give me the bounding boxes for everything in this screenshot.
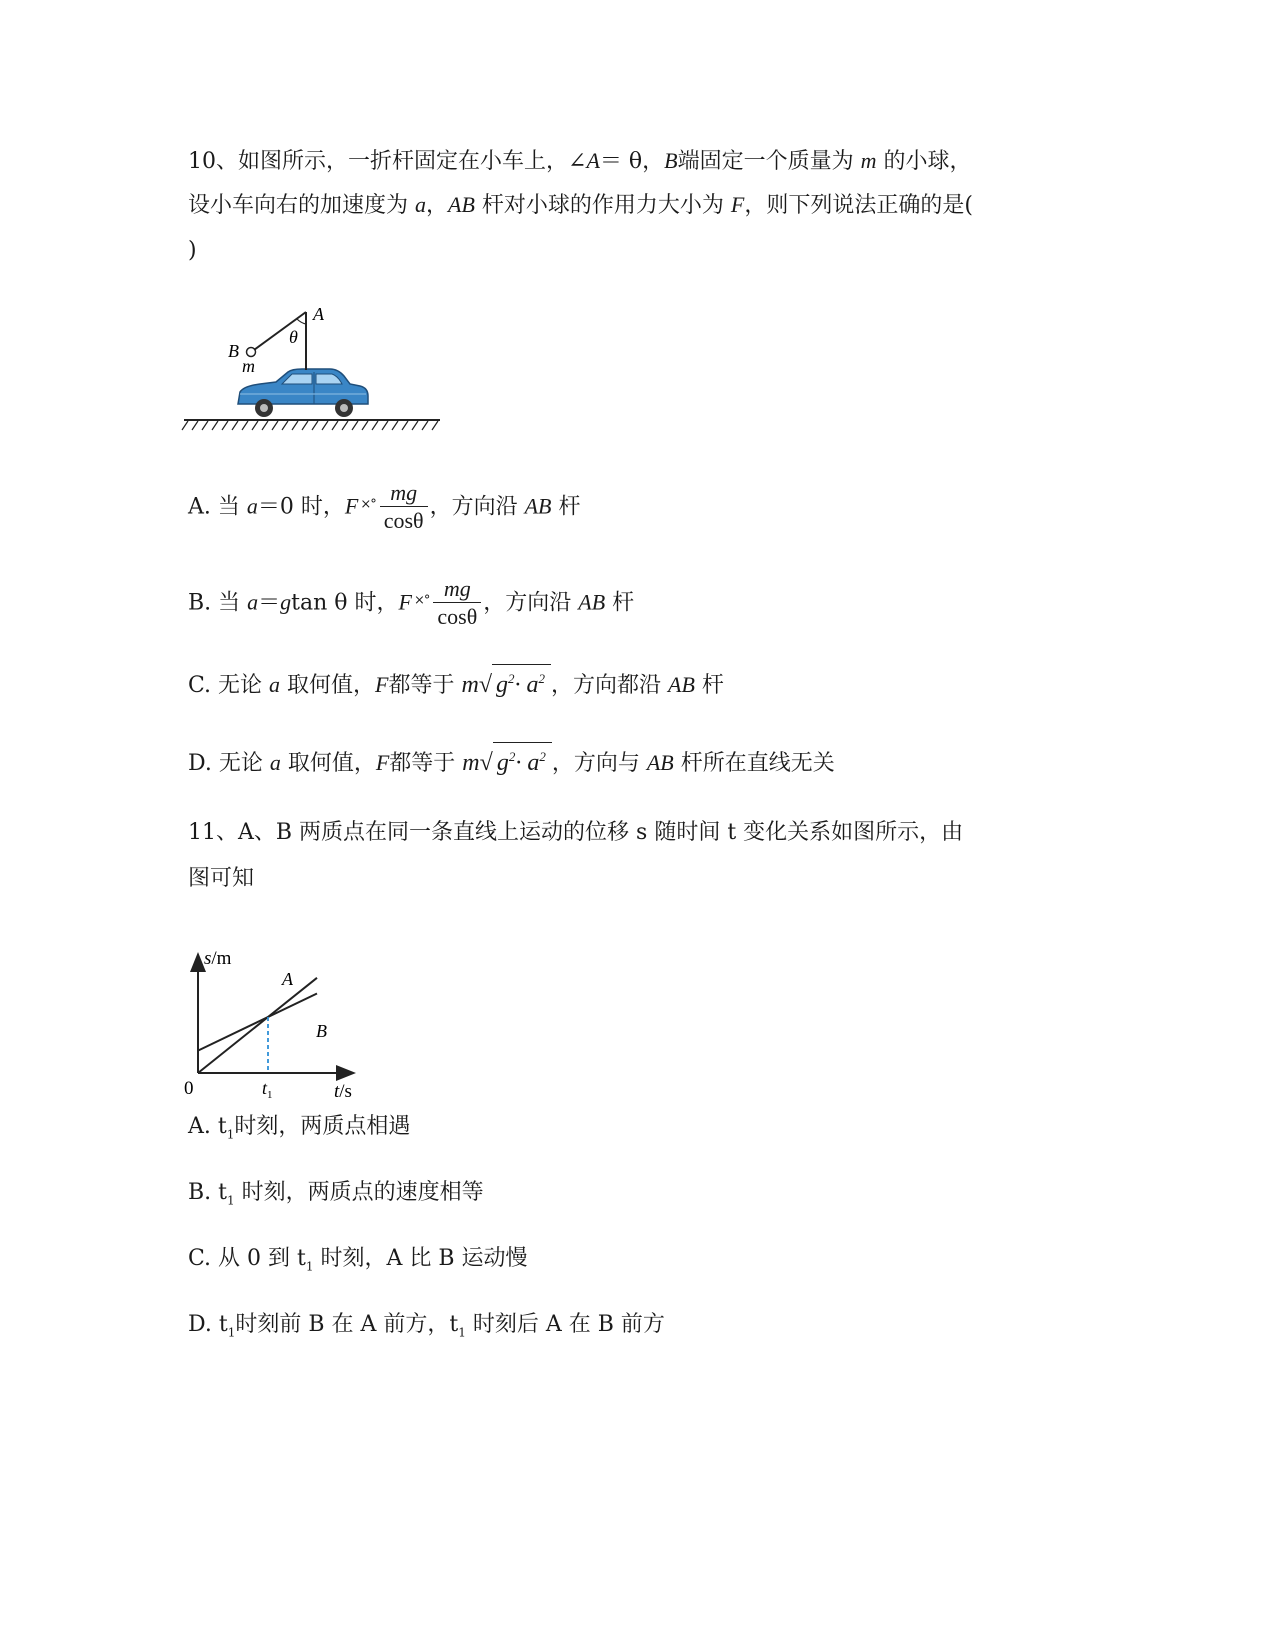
option-text: 取何值， (280, 751, 376, 776)
option-var: AB (524, 493, 552, 519)
option-sub: 1 (227, 1193, 235, 1208)
q11-stem-line2: 图可知 (188, 866, 255, 891)
option-text: 杆 (605, 590, 635, 616)
q10-end-var: B (664, 148, 678, 173)
option-text: ，方向与 (551, 751, 647, 776)
q10-option-a (188, 480, 581, 535)
radicand: $g^2\cdot a^2$ (492, 664, 551, 699)
q10-stem-text: 端固定一个质量为 (677, 149, 861, 174)
option-text: D. t (188, 1312, 228, 1337)
origin-label: 0 (184, 1078, 194, 1099)
q11-stem-line1: 11、A、B 两质点在同一条直线上运动的位移 s 随时间 t 变化关系如图所示，由 (188, 820, 964, 845)
radicand-op: · (514, 672, 521, 698)
option-text: C. 无论 (188, 673, 270, 698)
q10-mass-var: m (860, 148, 877, 173)
x-axis-label (334, 1081, 352, 1100)
option-var: AB (668, 672, 695, 697)
q11-option-c (188, 1244, 528, 1281)
option-text: A. t (188, 1114, 227, 1139)
radicand-g: g (496, 672, 508, 698)
y-axis-label (204, 950, 232, 969)
option-text: D. 无论 (188, 751, 270, 776)
label-b: B (228, 341, 239, 361)
radicand-g: g (496, 750, 509, 776)
sqrt-expression: m√ $g^2\cdot a^2$ (461, 672, 551, 698)
fraction (380, 480, 428, 535)
t1-tick-var: t (262, 1078, 268, 1098)
q10-stem-line2 (188, 190, 973, 221)
option-text: 都等于 (388, 673, 462, 698)
option-text: 时刻，两质点相遇 (234, 1114, 411, 1139)
q10-stem-text: ，则下列说法正确的是( (744, 193, 973, 218)
option-var: F (344, 493, 359, 519)
option-text: A. 当 (188, 494, 247, 520)
rod-ab (254, 312, 306, 350)
sqrt-coef: m (462, 750, 480, 776)
option-var: F (398, 589, 412, 615)
q10-stem-text: 的小球， (876, 149, 972, 174)
label-m: m (242, 356, 255, 376)
q10-stem-text: ， (426, 193, 449, 218)
q10-stem-line1 (188, 146, 971, 177)
option-text: ，方向沿 (429, 494, 525, 520)
relation-glyph: ×° (360, 496, 376, 512)
sqrt-coef: m (461, 672, 479, 698)
option-sub: 1 (226, 1127, 235, 1142)
car-icon (238, 369, 368, 417)
option-var: a (247, 589, 259, 615)
option-text: 杆所在直线无关 (673, 751, 835, 776)
option-sub: 1 (305, 1259, 314, 1274)
option-text: 杆 (694, 673, 724, 698)
option-var: AB (578, 589, 606, 615)
fraction-denominator: cosθ (437, 604, 478, 629)
option-text: B. 当 (188, 590, 248, 616)
option-text: 都等于 (389, 751, 463, 776)
q10-stem-text: 10、如图所示，一折杆固定在小车上，∠ (188, 149, 587, 174)
q11-chart (180, 950, 380, 1100)
series-a-line (198, 978, 317, 1073)
ground-hatch (182, 421, 438, 430)
label-theta: θ (289, 327, 298, 347)
x-axis-unit: /s (339, 1081, 352, 1100)
option-sub: 1 (227, 1325, 236, 1340)
option-text: 时刻，两质点的速度相等 (234, 1180, 484, 1205)
y-axis-var: s (204, 950, 212, 969)
option-text: 时刻后 A 在 B 前方 (465, 1312, 665, 1337)
q10-option-c (188, 664, 724, 701)
option-text: ，方向都沿 (551, 673, 668, 698)
option-text: tan θ 时， (291, 590, 399, 616)
option-var: a (269, 672, 281, 697)
q10-figure (180, 300, 460, 440)
sqrt-expression: m√ $g^2\cdot a^2$ (462, 750, 552, 776)
option-text: C. 从 0 到 t (188, 1246, 306, 1271)
option-text: 取何值， (280, 673, 376, 698)
q11-option-b (188, 1178, 484, 1215)
option-text: B. t (188, 1180, 227, 1205)
q10-stem-text: 设小车向右的加速度为 (188, 193, 415, 218)
radicand-a: a (527, 750, 540, 776)
q10-stem-text: 杆对小球的作用力大小为 (474, 193, 731, 218)
option-text: ，方向沿 (483, 590, 579, 616)
fraction (433, 576, 481, 631)
t1-tick-sub: 1 (267, 1089, 273, 1100)
relation-glyph: ×° (413, 592, 430, 608)
label-a: A (313, 304, 324, 324)
option-var: a (269, 750, 281, 775)
fraction-numerator: mg (380, 480, 428, 507)
option-text: 时刻，A 比 B 运动慢 (313, 1246, 528, 1271)
q10-stem-line3: ) (188, 238, 197, 263)
q10-force-var: F (730, 192, 745, 217)
option-text: ＝ (258, 590, 281, 616)
t1-tick-label (262, 1078, 273, 1100)
option-var: g (280, 589, 292, 615)
option-text: ＝0 时， (257, 494, 345, 520)
q10-option-d (188, 742, 835, 779)
option-var: AB (646, 750, 674, 775)
q10-accel-var: a (415, 192, 426, 217)
series-a-label: A (282, 969, 293, 989)
radicand: $g^2\cdot a^2$ (493, 742, 552, 777)
q11-option-d (188, 1310, 665, 1347)
q10-angle-var: A (586, 148, 600, 173)
series-b-label: B (316, 1021, 327, 1041)
option-var: F (375, 672, 389, 697)
q11-option-a (188, 1112, 410, 1149)
option-sub: 1 (458, 1325, 466, 1340)
y-axis-unit: /m (211, 950, 232, 969)
x-axis-var: t (334, 1081, 340, 1100)
option-text: 时刻前 B 在 A 前方，t (235, 1312, 459, 1337)
radicand-a: a (526, 672, 539, 698)
series-b-line (198, 993, 317, 1050)
option-var: F (375, 750, 390, 775)
fraction-denominator: cosθ (383, 508, 424, 533)
q10-stem-text: ＝ θ， (599, 149, 665, 174)
option-text: 杆 (551, 494, 581, 520)
radicand-op: · (515, 750, 522, 776)
option-var: a (246, 493, 258, 519)
q10-option-b (188, 576, 634, 631)
q10-rod-var: AB (448, 192, 475, 217)
angle-arc (297, 319, 306, 324)
fraction-numerator: mg (433, 576, 481, 603)
